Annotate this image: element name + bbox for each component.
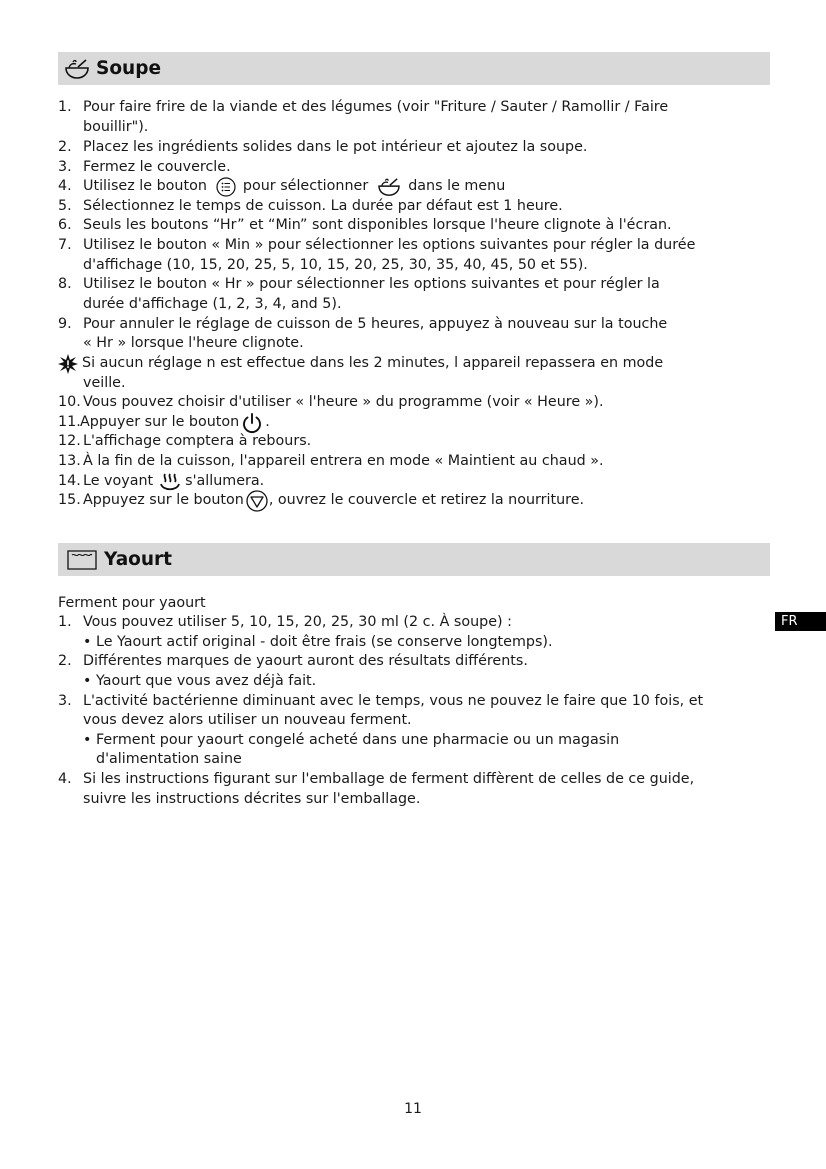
bullet-item: • Le Yaourt actif original - doit être frais (se conserve longtemps). (83, 634, 553, 651)
list-item: 2. Placez les ingrédients solides dans le pot intérieur et ajoutez la soupe. (58, 139, 588, 156)
section-header-yaourt (58, 543, 770, 576)
list-item: 2. Différentes marques de yaourt auront des résultats différents. (58, 653, 528, 670)
power-icon (241, 412, 263, 434)
list-item-continuation: veille. (83, 375, 126, 392)
soup-bowl-icon (64, 58, 90, 80)
section-title-yaourt: Yaourt (104, 549, 173, 570)
list-item: 1. Pour faire frire de la viande et des légumes (voir "Friture / Sauter / Ramollir / Faire (58, 99, 669, 116)
list-item-continuation: d'alimentation saine (96, 751, 242, 768)
list-item: 4. Utilisez le bouton pour sélectionner dans le menu (58, 177, 505, 197)
list-item-continuation: « Hr » lorsque l'heure clignote. (83, 335, 304, 352)
bullet-item: • Ferment pour yaourt congelé acheté dans une pharmacie ou un magasin (83, 732, 620, 749)
list-item: 3. Fermez le couvercle. (58, 159, 231, 176)
list-item: 15. Appuyez sur le bouton , ouvrez le couvercle et retirez la nourriture. (58, 491, 584, 511)
list-item: 7. Utilisez le bouton « Min » pour sélectionner les options suivantes pour régler la durée (58, 237, 696, 254)
list-item-continuation: bouillir"). (83, 119, 149, 136)
yogurt-icon (66, 549, 98, 571)
list-item: 4. Si les instructions figurant sur l'emballage de ferment diffèrent de celles de ce guide, (58, 771, 695, 788)
list-item: 3. L'activité bactérienne diminuant avec le temps, vous ne pouvez le faire que 10 fois, et (58, 693, 704, 710)
list-item: 10. Vous pouvez choisir d'utiliser « l'heure » du programme (voir « Heure »). (58, 394, 604, 411)
page-number: 11 (404, 1101, 422, 1117)
section-header-soupe (58, 52, 770, 85)
soup-bowl-icon (376, 177, 402, 197)
note-item: Si aucun réglage n est effectue dans les 2 minutes, l appareil repassera en mode (58, 354, 663, 374)
list-item: 11. Appuyer sur le bouton . (58, 413, 270, 433)
list-item: 12. L'affichage comptera à rebours. (58, 433, 312, 450)
list-item-continuation: durée d'affichage (1, 2, 3, 4, and 5). (83, 296, 342, 313)
list-item: 9. Pour annuler le réglage de cuisson de 5 heures, appuyez à nouveau sur la touche (58, 316, 668, 333)
section-title-soupe: Soupe (96, 58, 161, 79)
intro-text: Ferment pour yaourt (58, 595, 206, 612)
list-item: 6. Seuls les boutons “Hr” et “Min” sont disponibles lorsque l'heure clignote à l'écran. (58, 217, 672, 234)
list-item: 13. À la fin de la cuisson, l'appareil entrera en mode « Maintient au chaud ». (58, 453, 604, 470)
keep-warm-icon (159, 472, 181, 492)
list-item: 5. Sélectionnez le temps de cuisson. La durée par défaut est 1 heure. (58, 198, 563, 215)
list-item-continuation: suivre les instructions décrites sur l'emballage. (83, 791, 421, 808)
list-item: 1. Vous pouvez utiliser 5, 10, 15, 20, 25, 30 ml (2 c. À soupe) : (58, 614, 512, 631)
list-item-continuation: d'affichage (10, 15, 20, 25, 5, 10, 15, 20, 25, 30, 35, 40, 45, 50 et 55). (83, 257, 588, 274)
list-item-continuation: vous devez alors utiliser un nouveau ferment. (83, 712, 412, 729)
list-item: 14. Le voyant s'allumera. (58, 472, 264, 492)
cancel-button-icon (246, 490, 268, 512)
bullet-item: • Yaourt que vous avez déjà fait. (83, 673, 317, 690)
list-item: 8. Utilisez le bouton « Hr » pour sélectionner les options suivantes et pour régler la (58, 276, 660, 293)
warning-star-icon (58, 354, 78, 374)
menu-button-icon (215, 177, 237, 197)
language-tab: FR (775, 612, 826, 631)
